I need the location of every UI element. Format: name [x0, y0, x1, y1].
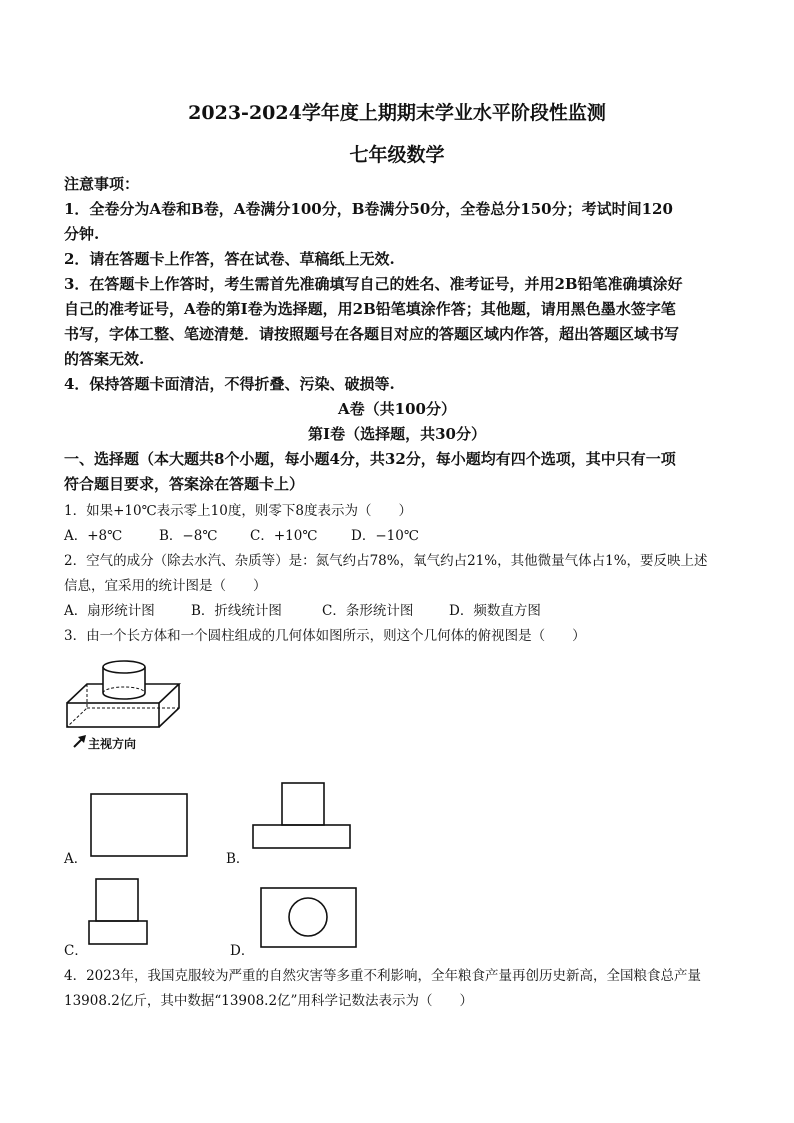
question-1-option-c: C．+10℃: [250, 528, 318, 544]
notes-heading: 注意事项：: [64, 175, 140, 193]
note-line: 4．保持答题卡面清洁，不得折叠、污染、破损等.: [64, 375, 395, 393]
question-2-option-c: C．条形统计图: [322, 603, 414, 619]
question-1-stem: 1．如果+10℃表示零上10度，则零下8度表示为（ ）: [64, 503, 412, 519]
note-line: 的答案无效.: [64, 350, 145, 368]
note-line: 2．请在答题卡上作答，答在试卷、草稿纸上无效.: [64, 250, 395, 268]
question-1-option-b: B．−8℃: [159, 528, 218, 544]
question-3-option-b-shape: [252, 782, 352, 850]
question-3-option-b: B．: [226, 851, 250, 867]
question-2-option-b: B．折线统计图: [191, 603, 282, 619]
question-2-option-d: D．频数直方图: [449, 603, 541, 619]
question-3-option-c-shape: [88, 878, 150, 946]
view-direction-label: 主视方向: [88, 737, 137, 751]
question-3-option-d: D．: [230, 943, 255, 959]
question-3-option-a: A．: [64, 851, 88, 867]
question-1-option-d: D．−10℃: [351, 528, 419, 544]
part1-title: 第Ⅰ卷（选择题，共30分）: [308, 425, 486, 443]
note-line: 分钟.: [64, 225, 100, 243]
question-2-stem: 2．空气的成分（除去水汽、杂质等）是：氮气约占78%，氧气约占21%，其他微量气体占1%，要反映上述: [64, 553, 708, 569]
question-3-option-c: C．: [64, 943, 88, 959]
question-4-stem: 4．2023年，我国克服较为严重的自然灾害等多重不利影响，全年粮食产量再创历史新高，全国粮食总产量: [64, 968, 701, 984]
question-2-option-a: A．扇形统计图: [64, 603, 155, 619]
question-3-option-d-shape: [260, 887, 358, 949]
section-instructions: 一、选择题（本大题共8个小题，每小题4分，共32分，每小题均有四个选项，其中只有一项: [64, 450, 676, 468]
question-3-stem: 3．由一个长方体和一个圆柱组成的几何体如图所示，则这个几何体的俯视图是（ ）: [64, 628, 586, 644]
note-line: 书写，字体工整、笔迹清楚．请按照题号在各题目对应的答题区域内作答，超出答题区域书写: [64, 325, 680, 343]
note-line: 自己的准考证号，A卷的第Ⅰ卷为选择题，用2B铅笔填涂作答；其他题，请用黑色墨水签字笔: [64, 300, 676, 318]
section-a-title: A卷（共100分）: [338, 400, 456, 418]
section-instructions: 符合题目要求，答案涂在答题卡上）: [64, 475, 305, 493]
question-1-option-a: A．+8℃: [64, 528, 123, 544]
note-line: 1．全卷分为A卷和B卷，A卷满分100分，B卷满分50分，全卷总分150分；考试时间120: [64, 200, 673, 218]
question-2-stem: 信息，宜采用的统计图是（ ）: [64, 578, 267, 594]
question-3-option-a-shape: [90, 793, 190, 858]
exam-subtitle: 七年级数学: [349, 144, 445, 166]
question-4-stem: 13908.2亿斤，其中数据“13908.2亿”用科学记数法表示为（ ）: [64, 993, 473, 1009]
note-line: 3．在答题卡上作答时，考生需首先准确填写自己的姓名、准考证号，并用2B铅笔准确填涂好: [64, 275, 683, 293]
exam-title: 2023-2024学年度上期期末学业水平阶段性监测: [188, 102, 606, 124]
